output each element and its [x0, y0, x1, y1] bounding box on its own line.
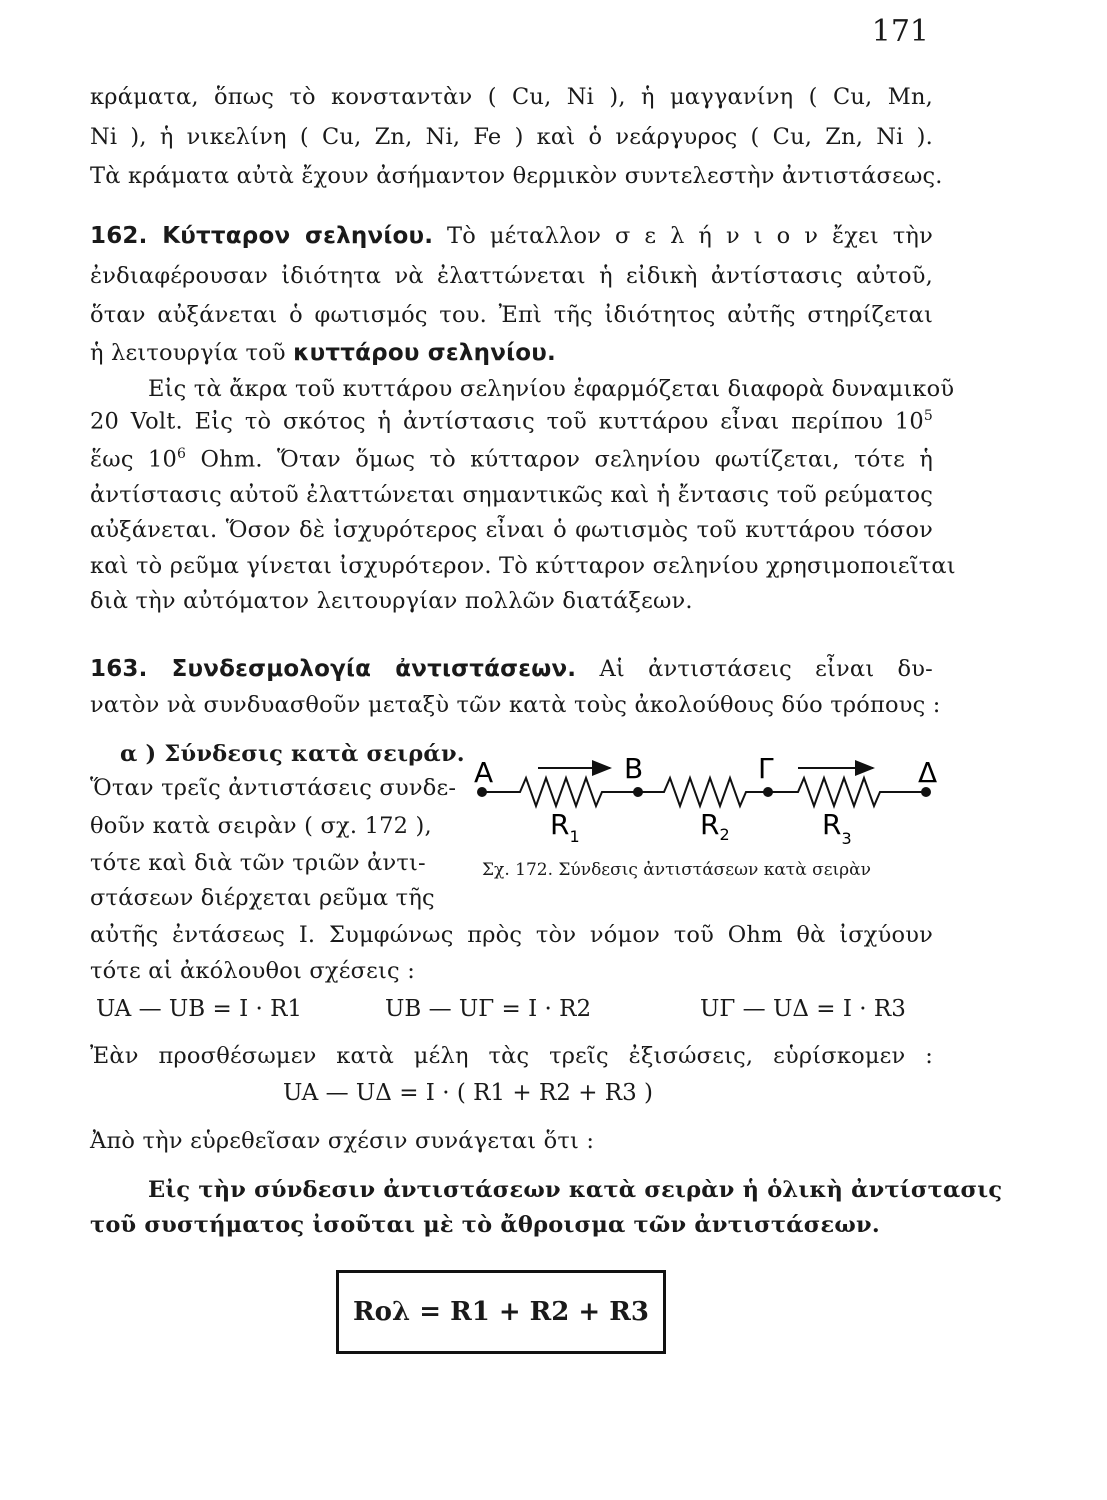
resistor-r2: [638, 778, 768, 806]
p2-line-6: καὶ τὸ ρεῦμα γίνεται ἰσχυρότερον. Τὸ κύτταρον σεληνίου χρησιμοποιεῖται: [90, 553, 956, 579]
p2-line-2: [90, 408, 933, 435]
a-line-4: στάσεων διέρχεται ρεῦμα τῆς: [90, 885, 435, 911]
p2-line-4: ἀντίστασις αὐτοῦ ἐλαττώνεται σημαντικῶς καὶ ἡ ἔντασις τοῦ ρεύματος: [90, 482, 933, 508]
node-b-label: B: [624, 752, 644, 785]
p2-line-3-b: Ohm. Ὅταν ὅμως τὸ κύτταρον σεληνίου φωτίζεται, τότε ἡ: [186, 446, 933, 473]
section-163-line-1: [90, 656, 933, 682]
r2-label: $R_2$: [700, 808, 730, 844]
rule-line-1: Εἰς τὴν σύνδεσιν ἀντιστάσεων κατὰ σειρὰν ἡ ὁλικὴ ἀντίστασις: [148, 1177, 1003, 1203]
p2-line-2-text: 20 Volt. Εἰς τὸ σκότος ἡ ἀντίστασις τοῦ κυττάρου εἶναι περίπου 10: [90, 408, 924, 435]
a-line-6: τότε αἱ ἀκόλουθοι σχέσεις :: [90, 958, 415, 984]
page-number: 171: [871, 14, 929, 49]
section-162-heading: 162. Κύτταρον σεληνίου.: [90, 223, 434, 249]
section-163-line-1-text: Αἱ ἀντιστάσεις εἶναι δυ-: [576, 656, 933, 682]
add-equations-line: Ἐὰν προσθέσωμεν κατὰ μέλη τὰς τρεῖς ἐξισώσεις, εὑρίσκομεν :: [90, 1043, 933, 1069]
p2-line-3-a: ἕως 10: [90, 446, 178, 473]
selenium-cell-term: κυττάρου σεληνίου.: [293, 340, 556, 366]
series-circuit-diagram: [468, 748, 948, 858]
section-162-line-4-text: ἡ λειτουργία τοῦ: [90, 340, 294, 366]
a-line-3: τότε καὶ διὰ τῶν τριῶν ἀντι-: [90, 850, 426, 876]
equation-2: UB — UΓ = I · R2: [385, 996, 592, 1022]
equation-3: UΓ — UΔ = I · R3: [700, 996, 906, 1022]
node-a-label: A: [474, 756, 494, 789]
section-162-line-4: [90, 340, 556, 366]
node-g-label: Γ: [758, 752, 774, 785]
a-line-2: θοῦν κατὰ σειρὰν ( σχ. 172 ),: [90, 813, 432, 839]
resistor-r1: [482, 778, 638, 806]
equation-1: UA — UB = I · R1: [96, 996, 303, 1022]
intro-line-3: Τὰ κράματα αὐτὰ ἔχουν ἀσήμαντον θερμικὸν συντελεστὴν ἀντιστάσεως.: [90, 163, 943, 189]
node-g-dot: [763, 787, 773, 797]
resistor-r3: [768, 778, 926, 806]
a-line-1: Ὅταν τρεῖς ἀντιστάσεις συνδε-: [90, 775, 457, 801]
conclusion-intro-line: Ἀπὸ τὴν εὑρεθεῖσαν σχέσιν συνάγεται ὅτι :: [90, 1128, 595, 1154]
p2-line-7: διὰ τὴν αὐτόματον λειτουργίαν πολλῶν διατάξεων.: [90, 588, 693, 614]
intro-line-2: Ni ), ἡ νικελίνη ( Cu, Zn, Ni, Fe ) καὶ ὁ νεάργυρος ( Cu, Zn, Ni ).: [90, 124, 933, 150]
p2-line-3-sup: 6: [177, 446, 187, 462]
node-b-dot: [633, 787, 643, 797]
section-163-line-2: νατὸν νὰ συνδυασθοῦν μεταξὺ τῶν κατὰ τοὺς ἀκολούθους δύο τρόπους :: [90, 692, 941, 718]
section-162-line-1: [90, 223, 933, 249]
subsection-a-heading: α ) Σύνδεσις κατὰ σειράν.: [120, 741, 465, 767]
a-line-5: αὐτῆς ἐντάσεως I. Συμφώνως πρὸς τὸν νόμον τοῦ Ohm θὰ ἰσχύουν: [90, 922, 933, 948]
p2-line-2-sup: 5: [923, 408, 933, 424]
p2-line-1: Εἰς τὰ ἄκρα τοῦ κυττάρου σεληνίου ἐφαρμόζεται διαφορὰ δυναμικοῦ: [148, 376, 955, 402]
r3-label: $R_3$: [822, 808, 852, 848]
section-163-heading: 163. Συνδεσμολογία ἀντιστάσεων.: [90, 656, 577, 682]
boxed-formula-text: Rολ = R1 + R2 + R3: [353, 1297, 649, 1327]
node-d-label: Δ: [918, 756, 938, 789]
sum-equation: UA — UΔ = I · ( R1 + R2 + R3 ): [283, 1080, 654, 1106]
section-162-line-3: ὅταν αὐξάνεται ὁ φωτισμός του. Ἐπὶ τῆς ἰδιότητος αὐτῆς στηρίζεται: [90, 302, 933, 328]
p2-line-3: [90, 446, 933, 473]
p2-line-5: αὐξάνεται. Ὅσον δὲ ἰσχυρότερος εἶναι ὁ φωτισμὸς τοῦ κυττάρου τόσον: [90, 517, 933, 543]
section-162-line-1-text: Τὸ μέταλλον σ ε λ ή ν ι ο ν ἔχει τὴν: [433, 223, 933, 249]
rule-line-2: τοῦ συστήματος ἰσοῦται μὲ τὸ ἄθροισμα τῶν ἀντιστάσεων.: [90, 1212, 880, 1238]
section-162-line-2: ἐνδιαφέρουσαν ἰδιότητα νὰ ἐλαττώνεται ἡ εἰδικὴ ἀντίστασις αὐτοῦ,: [90, 263, 933, 289]
figure-caption: Σχ. 172. Σύνδεσις ἀντιστάσεων κατὰ σειρὰν: [482, 860, 871, 880]
intro-line-1: κράματα, ὅπως τὸ κονσταντὰν ( Cu, Ni ), ἡ μαγγανίνη ( Cu, Mn,: [90, 84, 933, 110]
boxed-formula: [336, 1270, 666, 1354]
r1-label: $R_1$: [550, 808, 580, 846]
